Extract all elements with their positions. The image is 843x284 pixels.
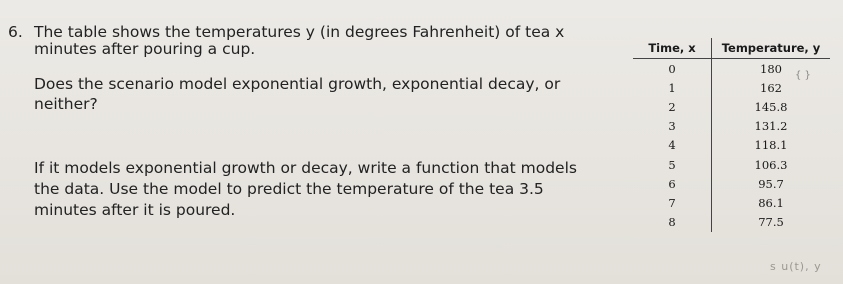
temperature-cell: 118.1 <box>754 138 788 153</box>
question1-line2: neither? <box>34 95 98 113</box>
table-row <box>633 136 830 155</box>
problem-number: 6. <box>8 23 23 41</box>
temperature-column-header: Temperature, y <box>712 38 831 59</box>
temperature-cell: 131.2 <box>754 119 788 134</box>
pencil-mark: { } <box>795 70 811 81</box>
time-cell: 4 <box>633 136 712 155</box>
temperature-cell: 106.3 <box>754 157 788 172</box>
temperature-cell: 180 <box>760 61 782 76</box>
table-row <box>633 155 830 174</box>
temperature-cell: 77.5 <box>758 215 784 230</box>
table-row <box>633 117 830 136</box>
temperature-cell: 95.7 <box>758 176 784 191</box>
question2-line1: If it models exponential growth or decay, write a function that models <box>34 159 577 177</box>
time-cell: 8 <box>633 213 712 232</box>
time-cell: 0 <box>633 59 712 79</box>
question2-line3: minutes after it is poured. <box>34 201 236 219</box>
question2-line2: the data. Use the model to predict the temperature of the tea 3.5 <box>34 180 544 198</box>
table-row <box>633 78 830 97</box>
faint-handwriting: s u(t), y <box>770 260 822 273</box>
time-cell: 2 <box>633 97 712 116</box>
temperature-table <box>633 38 830 232</box>
table-row <box>633 213 830 232</box>
time-cell: 5 <box>633 155 712 174</box>
time-cell: 3 <box>633 117 712 136</box>
problem-intro-line2: minutes after pouring a cup. <box>34 40 256 58</box>
table-row <box>633 174 830 193</box>
time-cell: 7 <box>633 193 712 212</box>
temperature-cell: 86.1 <box>758 195 784 210</box>
question1-line1: Does the scenario model exponential growth, exponential decay, or <box>34 75 561 93</box>
time-cell: 6 <box>633 174 712 193</box>
temperature-cell: 162 <box>760 80 782 95</box>
table-header-row <box>633 38 830 59</box>
time-column-header: Time, x <box>633 38 712 59</box>
table-row <box>633 193 830 212</box>
time-cell: 1 <box>633 78 712 97</box>
temperature-cell: 145.8 <box>754 99 788 114</box>
table-row <box>633 97 830 116</box>
problem-intro-line1: The table shows the temperatures y (in degrees Fahrenheit) of tea x <box>34 23 565 41</box>
